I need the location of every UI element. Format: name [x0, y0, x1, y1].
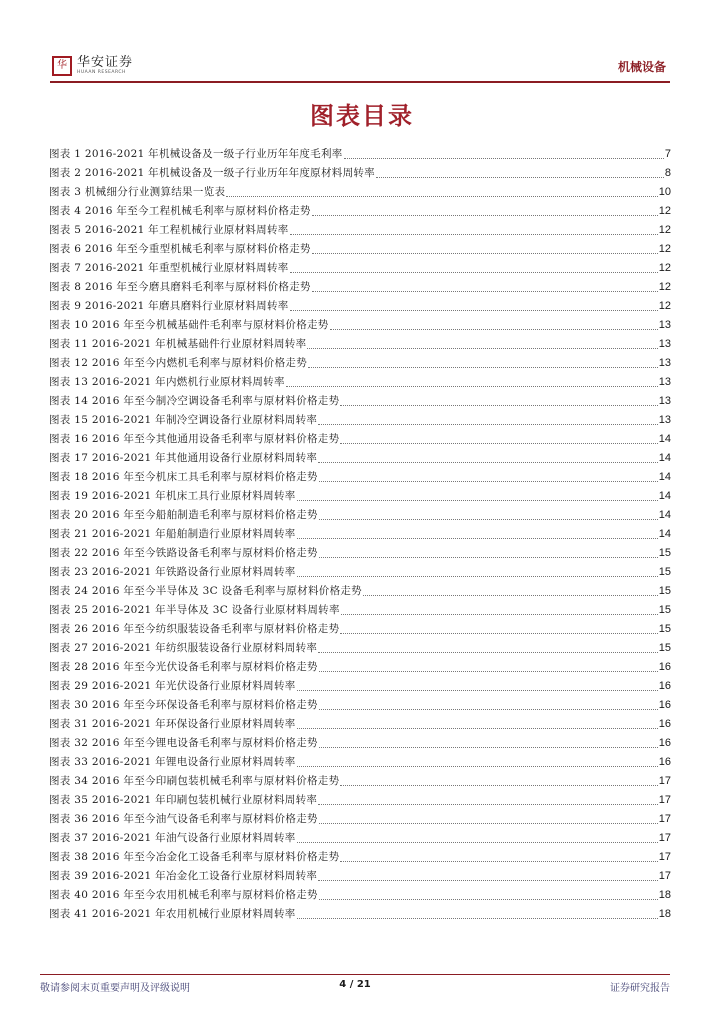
toc-entry[interactable] [49, 487, 671, 506]
page-footer [40, 979, 670, 995]
toc-entry[interactable] [49, 525, 671, 544]
toc-dot-leader [318, 423, 658, 425]
toc-entry[interactable] [49, 848, 671, 867]
footer-report-type: 证券研究报告 [610, 983, 670, 994]
toc-entry-page: 17 [658, 813, 671, 825]
toc-entry-page: 8 [664, 167, 671, 179]
toc-dot-leader [376, 176, 664, 178]
header-divider [50, 81, 670, 83]
toc-entry-label: 图表 29 2016-2021 年光伏设备行业原材料周转率 [49, 680, 296, 692]
toc-entry-label: 图表 19 2016-2021 年机床工具行业原材料周转率 [49, 490, 296, 502]
toc-entry-page: 15 [658, 642, 671, 654]
toc-entry-label: 图表 37 2016-2021 年油气设备行业原材料周转率 [49, 832, 296, 844]
toc-entry-page: 14 [658, 471, 671, 483]
toc-entry[interactable] [49, 696, 671, 715]
toc-entry-label: 图表 12 2016 年至今内燃机毛利率与原材料价格走势 [49, 357, 307, 369]
logo-seal-icon: 华 [52, 56, 72, 76]
toc-entry-label: 图表 28 2016 年至今光伏设备毛利率与原材料价格走势 [49, 661, 318, 673]
toc-dot-leader [297, 841, 658, 843]
toc-dot-leader [340, 860, 657, 862]
toc-entry-label: 图表 22 2016 年至今铁路设备毛利率与原材料价格走势 [49, 547, 318, 559]
logo-text [77, 56, 133, 76]
toc-entry[interactable] [49, 278, 671, 297]
toc-entry[interactable] [49, 715, 671, 734]
toc-dot-leader [344, 157, 664, 159]
toc-entry-label: 图表 2 2016-2021 年机械设备及一级子行业历年年度原材料周转率 [49, 167, 375, 179]
toc-entry-page: 14 [658, 528, 671, 540]
toc-dot-leader [290, 233, 658, 235]
toc-entry[interactable] [49, 810, 671, 829]
toc-entry-label: 图表 11 2016-2021 年机械基础件行业原材料周转率 [49, 338, 307, 350]
toc-dot-leader [297, 765, 658, 767]
toc-entry-page: 16 [658, 718, 671, 730]
toc-entry[interactable] [49, 677, 671, 696]
toc-entry-label: 图表 15 2016-2021 年制冷空调设备行业原材料周转率 [49, 414, 318, 426]
toc-entry-page: 15 [658, 604, 671, 616]
toc-entry-label: 图表 5 2016-2021 年工程机械行业原材料周转率 [49, 224, 289, 236]
toc-entry-page: 15 [658, 566, 671, 578]
toc-entry-page: 17 [658, 775, 671, 787]
toc-entry-label: 图表 13 2016-2021 年内燃机行业原材料周转率 [49, 376, 285, 388]
toc-entry-label: 图表 25 2016-2021 年半导体及 3C 设备行业原材料周转率 [49, 604, 340, 616]
toc-entry[interactable] [49, 373, 671, 392]
toc-entry-label: 图表 32 2016 年至今锂电设备毛利率与原材料价格走势 [49, 737, 318, 749]
footer-disclaimer: 敬请参阅末页重要声明及评级说明 [40, 983, 190, 994]
toc-entry-page: 15 [658, 547, 671, 559]
toc-dot-leader [319, 556, 658, 558]
toc-entry[interactable] [49, 658, 671, 677]
toc-dot-leader [341, 613, 658, 615]
toc-entry-label: 图表 18 2016 年至今机床工具毛利率与原材料价格走势 [49, 471, 318, 483]
toc-dot-leader [297, 689, 658, 691]
toc-dot-leader [297, 917, 658, 919]
toc-entry-page: 13 [658, 319, 671, 331]
toc-entry[interactable] [49, 221, 671, 240]
toc-entry-page: 14 [658, 490, 671, 502]
toc-dot-leader [290, 271, 658, 273]
toc-dot-leader [307, 347, 657, 349]
toc-entry[interactable] [49, 753, 671, 772]
toc-entry[interactable] [49, 183, 671, 202]
toc-entry[interactable] [49, 905, 671, 924]
toc-entry-page: 16 [658, 661, 671, 673]
logo-english-name: HUAAN RESEARCH [77, 70, 126, 75]
toc-entry-label: 图表 38 2016 年至今冶金化工设备毛利率与原材料价格走势 [49, 851, 340, 863]
toc-entry[interactable] [49, 449, 671, 468]
toc-entry[interactable] [49, 430, 671, 449]
toc-entry[interactable] [49, 506, 671, 525]
toc-entry-page: 12 [658, 262, 671, 274]
toc-entry-label: 图表 10 2016 年至今机械基础件毛利率与原材料价格走势 [49, 319, 329, 331]
toc-entry-page: 16 [658, 699, 671, 711]
toc-dot-leader [297, 575, 658, 577]
toc-entry-page: 15 [658, 623, 671, 635]
toc-entry[interactable] [49, 240, 671, 259]
page-header [50, 56, 670, 82]
toc-entry-label: 图表 31 2016-2021 年环保设备行业原材料周转率 [49, 718, 296, 730]
toc-entry[interactable] [49, 639, 671, 658]
toc-dot-leader [318, 879, 658, 881]
toc-entry-label: 图表 21 2016-2021 年船舶制造行业原材料周转率 [49, 528, 296, 540]
toc-entry-page: 18 [658, 889, 671, 901]
toc-entry-page: 15 [658, 585, 671, 597]
toc-entry-label: 图表 17 2016-2021 年其他通用设备行业原材料周转率 [49, 452, 318, 464]
toc-entry-page: 14 [658, 452, 671, 464]
toc-entry-page: 13 [658, 357, 671, 369]
toc-dot-leader [319, 670, 658, 672]
page-number: 4 / 21 [339, 979, 371, 990]
toc-entry-label: 图表 36 2016 年至今油气设备毛利率与原材料价格走势 [49, 813, 318, 825]
toc-entry[interactable] [49, 601, 671, 620]
toc-entry-label: 图表 16 2016 年至今其他通用设备毛利率与原材料价格走势 [49, 433, 340, 445]
toc-entry-page: 7 [664, 148, 671, 160]
toc-entry-label: 图表 27 2016-2021 年纺织服装设备行业原材料周转率 [49, 642, 318, 654]
toc-entry[interactable] [49, 867, 671, 886]
toc-entry-page: 13 [658, 338, 671, 350]
toc-dot-leader [319, 746, 658, 748]
toc-dot-leader [340, 404, 657, 406]
toc-entry-page: 12 [658, 281, 671, 293]
toc-entry[interactable] [49, 297, 671, 316]
toc-entry-label: 图表 3 机械细分行业测算结果一览表 [49, 186, 226, 198]
toc-entry-label: 图表 41 2016-2021 年农用机械行业原材料周转率 [49, 908, 296, 920]
toc-entry[interactable] [49, 620, 671, 639]
toc-entry-page: 13 [658, 376, 671, 388]
toc-dot-leader [297, 499, 658, 501]
toc-entry[interactable] [49, 468, 671, 487]
toc-entry[interactable] [49, 791, 671, 810]
toc-entry-label: 图表 34 2016 年至今印刷包装机械毛利率与原材料价格走势 [49, 775, 340, 787]
toc-entry-page: 12 [658, 243, 671, 255]
toc-entry[interactable] [49, 829, 671, 848]
toc-dot-leader [340, 784, 657, 786]
toc-entry-label: 图表 9 2016-2021 年磨具磨料行业原材料周转率 [49, 300, 289, 312]
toc-entry-page: 10 [658, 186, 671, 198]
toc-entry-label: 图表 30 2016 年至今环保设备毛利率与原材料价格走势 [49, 699, 318, 711]
toc-entry[interactable] [49, 145, 671, 164]
toc-entry-page: 16 [658, 756, 671, 768]
toc-entry[interactable] [49, 563, 671, 582]
toc-entry-label: 图表 39 2016-2021 年冶金化工设备行业原材料周转率 [49, 870, 318, 882]
toc-entry[interactable] [49, 392, 671, 411]
toc-entry-label: 图表 14 2016 年至今制冷空调设备毛利率与原材料价格走势 [49, 395, 340, 407]
toc-entry[interactable] [49, 259, 671, 278]
toc-entry-page: 16 [658, 680, 671, 692]
toc-entry-page: 17 [658, 851, 671, 863]
footer-divider [40, 974, 670, 975]
toc-entry-label: 图表 24 2016 年至今半导体及 3C 设备毛利率与原材料价格走势 [49, 585, 362, 597]
toc-entry[interactable] [49, 316, 671, 335]
toc-entry-label: 图表 26 2016 年至今纺织服装设备毛利率与原材料价格走势 [49, 623, 340, 635]
toc-dot-leader [290, 309, 658, 311]
toc-dot-leader [340, 632, 657, 634]
toc-dot-leader [319, 822, 658, 824]
toc-dot-leader [286, 385, 658, 387]
toc-entry[interactable] [49, 411, 671, 430]
toc-entry-label: 图表 7 2016-2021 年重型机械行业原材料周转率 [49, 262, 289, 274]
toc-entry-page: 14 [658, 509, 671, 521]
toc-dot-leader [318, 651, 658, 653]
table-of-figures [49, 145, 671, 924]
toc-entry-page: 12 [658, 224, 671, 236]
toc-entry[interactable] [49, 202, 671, 221]
toc-entry-page: 13 [658, 395, 671, 407]
toc-entry-page: 17 [658, 832, 671, 844]
toc-entry-page: 17 [658, 794, 671, 806]
toc-dot-leader [297, 727, 658, 729]
toc-dot-leader [363, 594, 658, 596]
toc-dot-leader [330, 328, 658, 330]
toc-dot-leader [308, 366, 658, 368]
toc-dot-leader [318, 461, 658, 463]
page-title: 图表目录 [310, 101, 414, 130]
toc-entry[interactable] [49, 354, 671, 373]
logo-company-name: 华安证券 [77, 55, 134, 70]
toc-entry-page: 16 [658, 737, 671, 749]
toc-entry[interactable] [49, 734, 671, 753]
toc-entry-page: 12 [658, 300, 671, 312]
toc-dot-leader [312, 252, 658, 254]
toc-dot-leader [312, 214, 658, 216]
toc-entry-page: 17 [658, 870, 671, 882]
company-logo [52, 56, 133, 76]
industry-label: 机械设备 [617, 60, 666, 74]
toc-entry-label: 图表 1 2016-2021 年机械设备及一级子行业历年年度毛利率 [49, 148, 343, 160]
toc-entry-label: 图表 6 2016 年至今重型机械毛利率与原材料价格走势 [49, 243, 311, 255]
toc-entry-label: 图表 20 2016 年至今船舶制造毛利率与原材料价格走势 [49, 509, 318, 521]
toc-entry[interactable] [49, 582, 671, 601]
toc-entry-label: 图表 33 2016-2021 年锂电设备行业原材料周转率 [49, 756, 296, 768]
toc-dot-leader [318, 803, 658, 805]
toc-entry-label: 图表 8 2016 年至今磨具磨料毛利率与原材料价格走势 [49, 281, 311, 293]
toc-dot-leader [319, 708, 658, 710]
toc-entry-page: 12 [658, 205, 671, 217]
toc-entry[interactable] [49, 164, 671, 183]
toc-entry-label: 图表 35 2016-2021 年印刷包装机械行业原材料周转率 [49, 794, 318, 806]
toc-entry[interactable] [49, 772, 671, 791]
toc-entry-page: 14 [658, 433, 671, 445]
toc-entry[interactable] [49, 886, 671, 905]
toc-dot-leader [319, 898, 658, 900]
toc-entry-label: 图表 4 2016 年至今工程机械毛利率与原材料价格走势 [49, 205, 311, 217]
toc-dot-leader [297, 537, 658, 539]
toc-entry[interactable] [49, 335, 671, 354]
toc-dot-leader [340, 442, 657, 444]
toc-dot-leader [312, 290, 658, 292]
toc-dot-leader [319, 480, 658, 482]
toc-dot-leader [319, 518, 658, 520]
toc-entry-label: 图表 40 2016 年至今农用机械毛利率与原材料价格走势 [49, 889, 318, 901]
toc-entry-page: 18 [658, 908, 671, 920]
toc-entry-page: 13 [658, 414, 671, 426]
toc-entry[interactable] [49, 544, 671, 563]
toc-dot-leader [226, 195, 657, 197]
toc-entry-label: 图表 23 2016-2021 年铁路设备行业原材料周转率 [49, 566, 296, 578]
